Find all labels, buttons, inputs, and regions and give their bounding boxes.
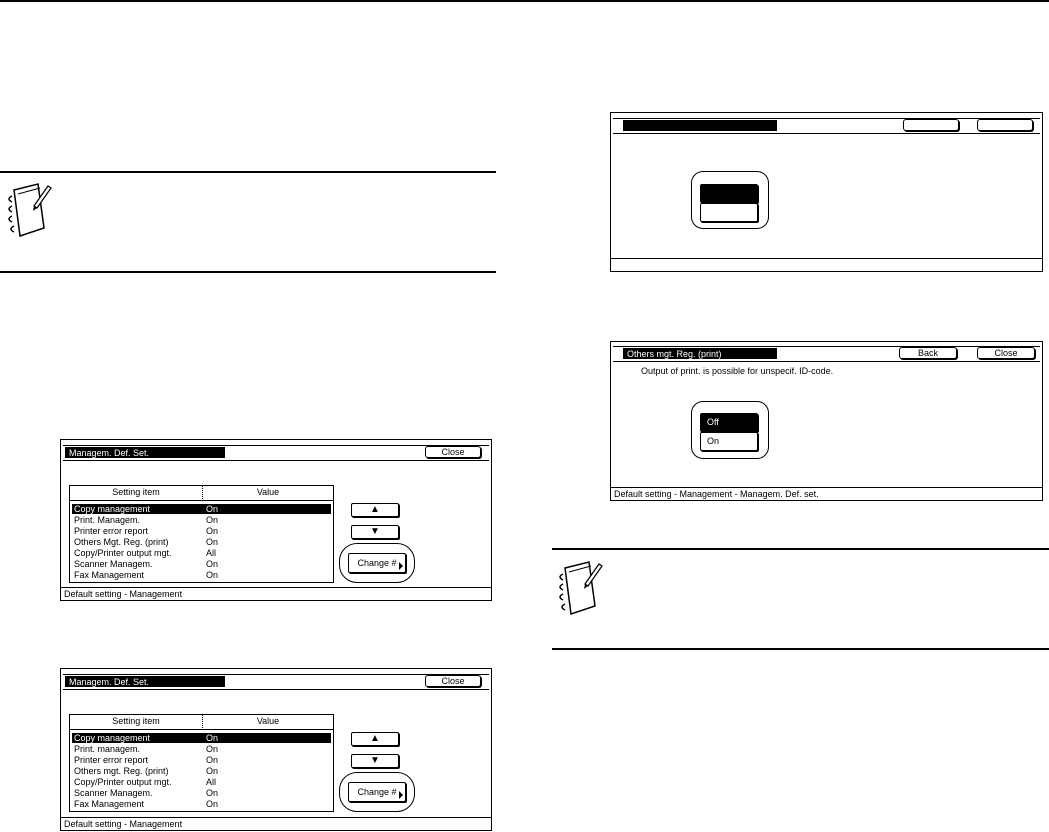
item-name: Fax Management (74, 570, 145, 580)
settings-list (69, 485, 334, 583)
note2-bottom-rule (552, 648, 1049, 650)
page-top-rule (0, 0, 1049, 2)
notepad-icon (555, 556, 603, 620)
change-button-highlight (339, 543, 415, 583)
settings-list (69, 714, 334, 812)
column-header-value: Value (256, 487, 280, 497)
list-item[interactable] (72, 755, 331, 765)
back-button[interactable]: Back (899, 347, 957, 359)
status-bar: Default setting - Management (61, 587, 491, 600)
item-value: On (206, 744, 219, 754)
item-value: All (206, 548, 217, 558)
list-item[interactable] (72, 515, 331, 525)
option-off-button[interactable] (700, 184, 758, 203)
list-header (70, 715, 333, 730)
change-button-highlight (339, 772, 415, 812)
item-name: Copy management (74, 733, 151, 743)
triangle-icon (399, 562, 403, 570)
scroll-up-button[interactable]: ▲ (351, 732, 399, 746)
list-item[interactable] (72, 504, 331, 514)
list-item[interactable] (72, 570, 331, 580)
item-value: On (206, 733, 219, 743)
settings-panel-blank (610, 112, 1043, 272)
item-name: Others Mgt. Reg. (print) (74, 537, 169, 547)
close-button[interactable]: Close (977, 347, 1035, 359)
item-value: On (206, 559, 219, 569)
note2-top-rule (552, 548, 1049, 550)
item-name: Print. managem. (74, 744, 141, 754)
change-button-label: Change # (357, 787, 397, 797)
item-name: Copy/Printer output mgt. (74, 777, 172, 787)
item-value: On (206, 526, 219, 536)
item-name: Scanner Managem. (74, 788, 153, 798)
item-name: Copy management (74, 504, 151, 514)
list-item[interactable] (72, 526, 331, 536)
item-value: On (206, 799, 219, 809)
status-bar (611, 258, 1042, 271)
panel-title: Others mgt. Reg. (print) (623, 348, 777, 359)
panel-title: Managem. Def. Set. (65, 676, 225, 687)
list-item[interactable] (72, 799, 331, 809)
panel-title (623, 120, 777, 131)
triangle-icon (399, 791, 403, 799)
item-name: Printer error report (74, 755, 149, 765)
option-group (691, 401, 769, 459)
status-bar: Default setting - Management (61, 817, 491, 830)
note-top-rule (0, 171, 496, 173)
management-default-panel (60, 439, 492, 601)
change-button-label: Change # (357, 558, 397, 568)
list-item[interactable] (72, 788, 331, 798)
back-button[interactable] (903, 119, 959, 131)
list-item[interactable] (72, 766, 331, 776)
item-name: Print. Managem. (74, 515, 141, 525)
settings-panel-others-mgt (610, 341, 1043, 501)
column-header-setting-item: Setting item (70, 715, 203, 728)
item-value: On (206, 515, 219, 525)
scroll-down-button[interactable]: ▼ (351, 754, 399, 768)
item-value: On (206, 570, 219, 580)
close-button[interactable] (977, 119, 1033, 131)
scroll-down-button[interactable]: ▼ (351, 525, 399, 539)
item-value: On (206, 766, 219, 776)
item-value: On (206, 537, 219, 547)
column-header-value: Value (256, 716, 280, 726)
setting-description: Output of print. is possible for unspecif. ID-code. (641, 366, 834, 376)
management-default-panel (60, 668, 492, 831)
item-value: All (206, 777, 217, 787)
note-bottom-rule (0, 271, 496, 273)
item-name: Copy/Printer output mgt. (74, 548, 172, 558)
item-name: Printer error report (74, 526, 149, 536)
panel-title: Managem. Def. Set. (65, 447, 225, 458)
item-value: On (206, 504, 219, 514)
notepad-icon (4, 178, 52, 242)
change-button[interactable] (348, 782, 406, 802)
option-off-button[interactable]: Off (700, 413, 758, 432)
close-button[interactable]: Close (425, 446, 481, 458)
scroll-up-button[interactable]: ▲ (351, 503, 399, 517)
item-name: Others mgt. Reg. (print) (74, 766, 169, 776)
list-item[interactable] (72, 744, 331, 754)
item-value: On (206, 755, 219, 765)
list-item[interactable] (72, 548, 331, 558)
status-bar: Default setting - Management - Managem. Def. set. (611, 487, 1042, 500)
title-bar (63, 445, 489, 461)
item-name: Scanner Managem. (74, 559, 153, 569)
title-bar (63, 674, 489, 690)
title-bar (613, 346, 1040, 362)
column-header-setting-item: Setting item (70, 486, 203, 499)
option-on-button[interactable] (700, 203, 758, 222)
list-header (70, 486, 333, 501)
list-item[interactable] (72, 733, 331, 743)
option-group (691, 171, 769, 229)
change-button[interactable] (348, 553, 406, 573)
option-on-button[interactable]: On (700, 432, 758, 451)
list-item[interactable] (72, 559, 331, 569)
list-item[interactable] (72, 537, 331, 547)
item-name: Fax Management (74, 799, 145, 809)
list-item[interactable] (72, 777, 331, 787)
title-bar (613, 118, 1040, 134)
item-value: On (206, 788, 219, 798)
close-button[interactable]: Close (425, 675, 481, 687)
